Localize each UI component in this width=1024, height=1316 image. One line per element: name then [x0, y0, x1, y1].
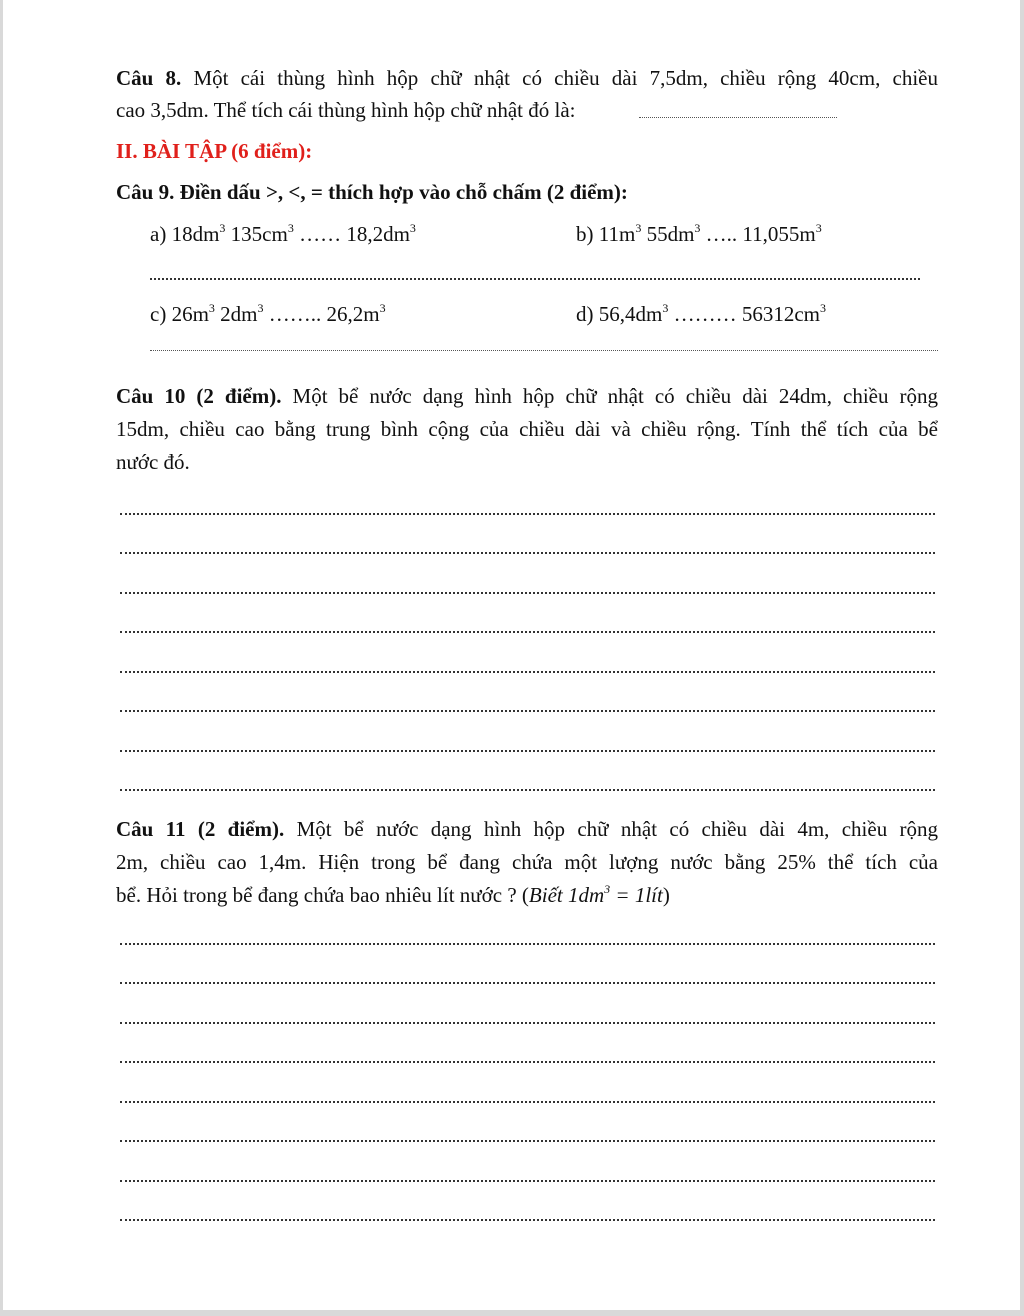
q11-answer-line[interactable]	[120, 1101, 935, 1103]
sup: 3	[694, 221, 701, 235]
q11-answer-line[interactable]	[120, 1022, 935, 1024]
sup: 3	[815, 221, 822, 235]
q11-answer-line[interactable]	[120, 1140, 935, 1142]
sup: 3	[287, 221, 294, 235]
q10-answer-line[interactable]	[120, 789, 935, 791]
q9-d-label: d)	[576, 302, 594, 326]
sup: 3	[820, 301, 826, 315]
q9-answer-dots-cd[interactable]	[150, 350, 938, 351]
q9-d-right: 56312cm	[741, 302, 820, 326]
q11-label: Câu 11 (2 điểm).	[116, 817, 285, 841]
q11-answer-line[interactable]	[120, 1219, 935, 1221]
q10-line2: 15dm, chiều cao bằng trung bình cộng của chiều dài và chiều rộng. Tính thể tích của bể	[116, 417, 938, 441]
q10-answer-line[interactable]	[120, 750, 935, 752]
q10-answer-line[interactable]	[120, 671, 935, 673]
q9-d-blank[interactable]: ………	[673, 302, 737, 326]
sup: 3	[208, 301, 215, 315]
q9-a-left: 18dm	[171, 222, 220, 246]
q11-answer-line[interactable]	[120, 1061, 935, 1063]
q8-label: Câu 8.	[116, 66, 182, 90]
q10-line1	[116, 380, 938, 412]
q11-answer-line[interactable]	[120, 943, 935, 945]
q11-hint	[529, 883, 663, 907]
sup: 3	[257, 301, 264, 315]
sup: 3	[635, 221, 642, 235]
q11-hint-text: Biết 1dm	[528, 883, 605, 907]
q9-item-c	[150, 298, 386, 330]
q9-a-left2: 135cm	[230, 222, 288, 246]
q11-answer-line[interactable]	[120, 1180, 935, 1182]
sup: 3	[379, 301, 386, 315]
q9-b-label: b)	[576, 222, 594, 246]
q8-text-1: Một cái thùng hình hộp chữ nhật có chiều dài 7,5dm, chiều rộng 40cm, chiều	[193, 66, 938, 90]
q9-b-blank[interactable]: …..	[705, 222, 738, 246]
q10-label: Câu 10 (2 điểm).	[116, 384, 282, 408]
q8-line1	[116, 62, 938, 94]
q9-c-right: 26,2m	[326, 302, 380, 326]
q11-line1	[116, 813, 938, 845]
q9-b-left: 11m	[598, 222, 636, 246]
q9-c-blank[interactable]: ……..	[268, 302, 322, 326]
q9-answer-dots-ab[interactable]	[150, 278, 920, 280]
q11-line2: 2m, chiều cao 1,4m. Hiện trong bể đang chứa một lượng nước bằng 25% thể tích của	[116, 850, 938, 874]
q11-line3	[116, 879, 670, 911]
q10-answer-line[interactable]	[120, 513, 935, 515]
sup: 3	[219, 221, 226, 235]
q9-item-a	[150, 218, 416, 250]
q11-text-3: bể. Hỏi trong bể đang chứa bao nhiêu lít nước ?	[116, 883, 517, 907]
q9-item-b	[576, 218, 822, 250]
q11-hint-open: (	[521, 883, 529, 907]
section-title: II. BÀI TẬP (6 điểm):	[116, 139, 313, 163]
sup: 3	[409, 221, 416, 235]
q11-hint-close: )	[662, 883, 670, 907]
q10-answer-line[interactable]	[120, 552, 935, 554]
q9-b-right: 11,055m	[742, 222, 816, 246]
q11-hint-eq: = 1lít	[610, 883, 663, 907]
sup: 3	[662, 301, 669, 315]
q9-a-label: a)	[150, 222, 167, 246]
sup: 3	[604, 882, 611, 896]
q9-a-right: 18,2dm	[346, 222, 410, 246]
worksheet-page	[3, 0, 1020, 1310]
q10-answer-line[interactable]	[120, 631, 935, 633]
q10-text-1: Một bể nước dạng hình hộp chữ nhật có chiều dài 24dm, chiều rộng	[292, 384, 938, 408]
q10-answer-line[interactable]	[120, 710, 935, 712]
q8-text-2: cao 3,5dm. Thể tích cái thùng hình hộp chữ nhật đó là:	[116, 98, 576, 122]
q8-line2	[116, 94, 575, 126]
q10-line3: nước đó.	[116, 450, 190, 474]
q11-text-1: Một bể nước dạng hình hộp chữ nhật có chiều dài 4m, chiều rộng	[296, 817, 939, 841]
q10-answer-line[interactable]	[120, 592, 935, 594]
q9-c-left: 26m	[171, 302, 209, 326]
q9-d-left: 56,4dm	[598, 302, 663, 326]
q9-c-left2: 2dm	[220, 302, 258, 326]
q9-item-d	[576, 298, 826, 330]
q11-answer-line[interactable]	[120, 982, 935, 984]
q9-c-label: c)	[150, 302, 167, 326]
q9-b-left2: 55dm	[646, 222, 695, 246]
q9-a-blank[interactable]: ……	[299, 222, 342, 246]
q8-answer-dots[interactable]	[639, 117, 837, 118]
q9-title: Câu 9. Điền dấu >, <, = thích hợp vào chỗ chấm (2 điểm):	[116, 180, 628, 204]
